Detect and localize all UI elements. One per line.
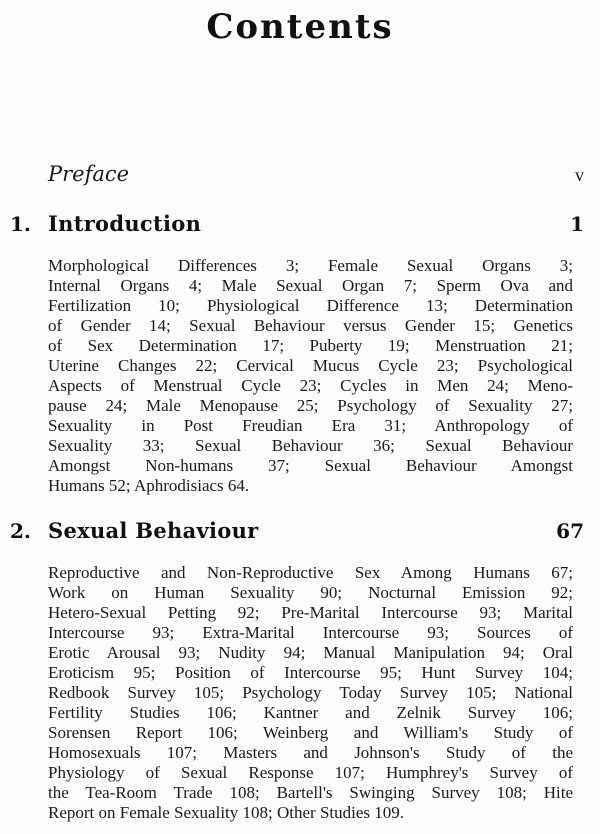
toc-paragraph-line: Work on Human Sexuality 90; Nocturnal Emission 92; [48,583,573,602]
toc-paragraph-line: Homosexuals 107; Masters and Johnson's Study of the [48,743,573,762]
toc-paragraph-line: Hetero-Sexual Petting 92; Pre-Marital Intercourse 93; Marital [48,603,573,622]
section-number: 2. [10,519,31,543]
toc-paragraph-line: Redbook Survey 105; Psychology Today Survey 105; National [48,683,573,702]
toc-paragraph-line: Morphological Differences 3; Female Sexual Organs 3; [48,256,573,275]
toc-paragraph-line: pause 24; Male Menopause 25; Psychology of Sexuality 27; [48,396,573,415]
toc-paragraph-line: Amongst Non-humans 37; Sexual Behaviour Amongst [48,456,573,475]
preface-label: Preface [48,162,130,186]
section-summary-sexual-behaviour [48,563,573,823]
toc-paragraph-line: Reproductive and Non-Reproductive Sex Among Humans 67; [48,563,573,582]
toc-paragraph-line: Intercourse 93; Extra-Marital Intercourse 93; Sources of [48,623,573,642]
preface-row [0,162,600,187]
toc-paragraph-line: Report on Female Sexuality 108; Other Studies 109. [48,803,405,822]
toc-paragraph-line: Eroticism 95; Position of Intercourse 95; Hunt Survey 104; [48,663,573,682]
toc-paragraph-line: the Tea-Room Trade 108; Bartell's Swinging Survey 108; Hite [48,783,573,802]
toc-paragraph-line: Humans 52; Aphrodisiacs 64. [48,476,250,495]
toc-paragraph-line: Sexuality 33; Sexual Behaviour 36; Sexual Behaviour [48,436,573,455]
section-page-number: 67 [556,519,584,543]
toc-paragraph-line: Fertility Studies 106; Kantner and Zelnik Survey 106; [48,703,573,722]
toc-paragraph-line: Physiology of Sexual Response 107; Humphrey's Survey of [48,763,573,782]
toc-paragraph-line: Erotic Arousal 93; Nudity 94; Manual Manipulation 94; Oral [48,643,573,662]
toc-paragraph-line: Sexuality in Post Freudian Era 31; Anthropology of [48,416,573,435]
section-title: Introduction [48,211,202,236]
section-number: 1. [10,212,31,236]
section-page-number: 1 [570,212,584,236]
preface-page-number: v [575,165,584,185]
toc-paragraph-line: Fertilization 10; Physiological Difference 13; Determination [48,296,573,315]
section-row-introduction [0,212,600,236]
toc-paragraph-line: Sorensen Report 106; Weinberg and William's Study of [48,723,573,742]
toc-paragraph-line: Aspects of Menstrual Cycle 23; Cycles in Men 24; Meno- [48,376,573,395]
page-title: Contents [206,7,394,47]
toc-paragraph-line: Uterine Changes 22; Cervical Mucus Cycle 23; Psychological [48,356,573,375]
toc-paragraph-line: Internal Organs 4; Male Sexual Organ 7; Sperm Ova and [48,276,573,295]
toc-paragraph-line: of Gender 14; Sexual Behaviour versus Gender 15; Genetics [48,316,573,335]
contents-page [0,6,600,834]
section-row-sexual-behaviour [0,519,600,543]
section-summary-introduction [48,256,573,496]
toc-paragraph-line: of Sex Determination 17; Puberty 19; Menstruation 21; [48,336,573,355]
section-title: Sexual Behaviour [48,518,259,543]
